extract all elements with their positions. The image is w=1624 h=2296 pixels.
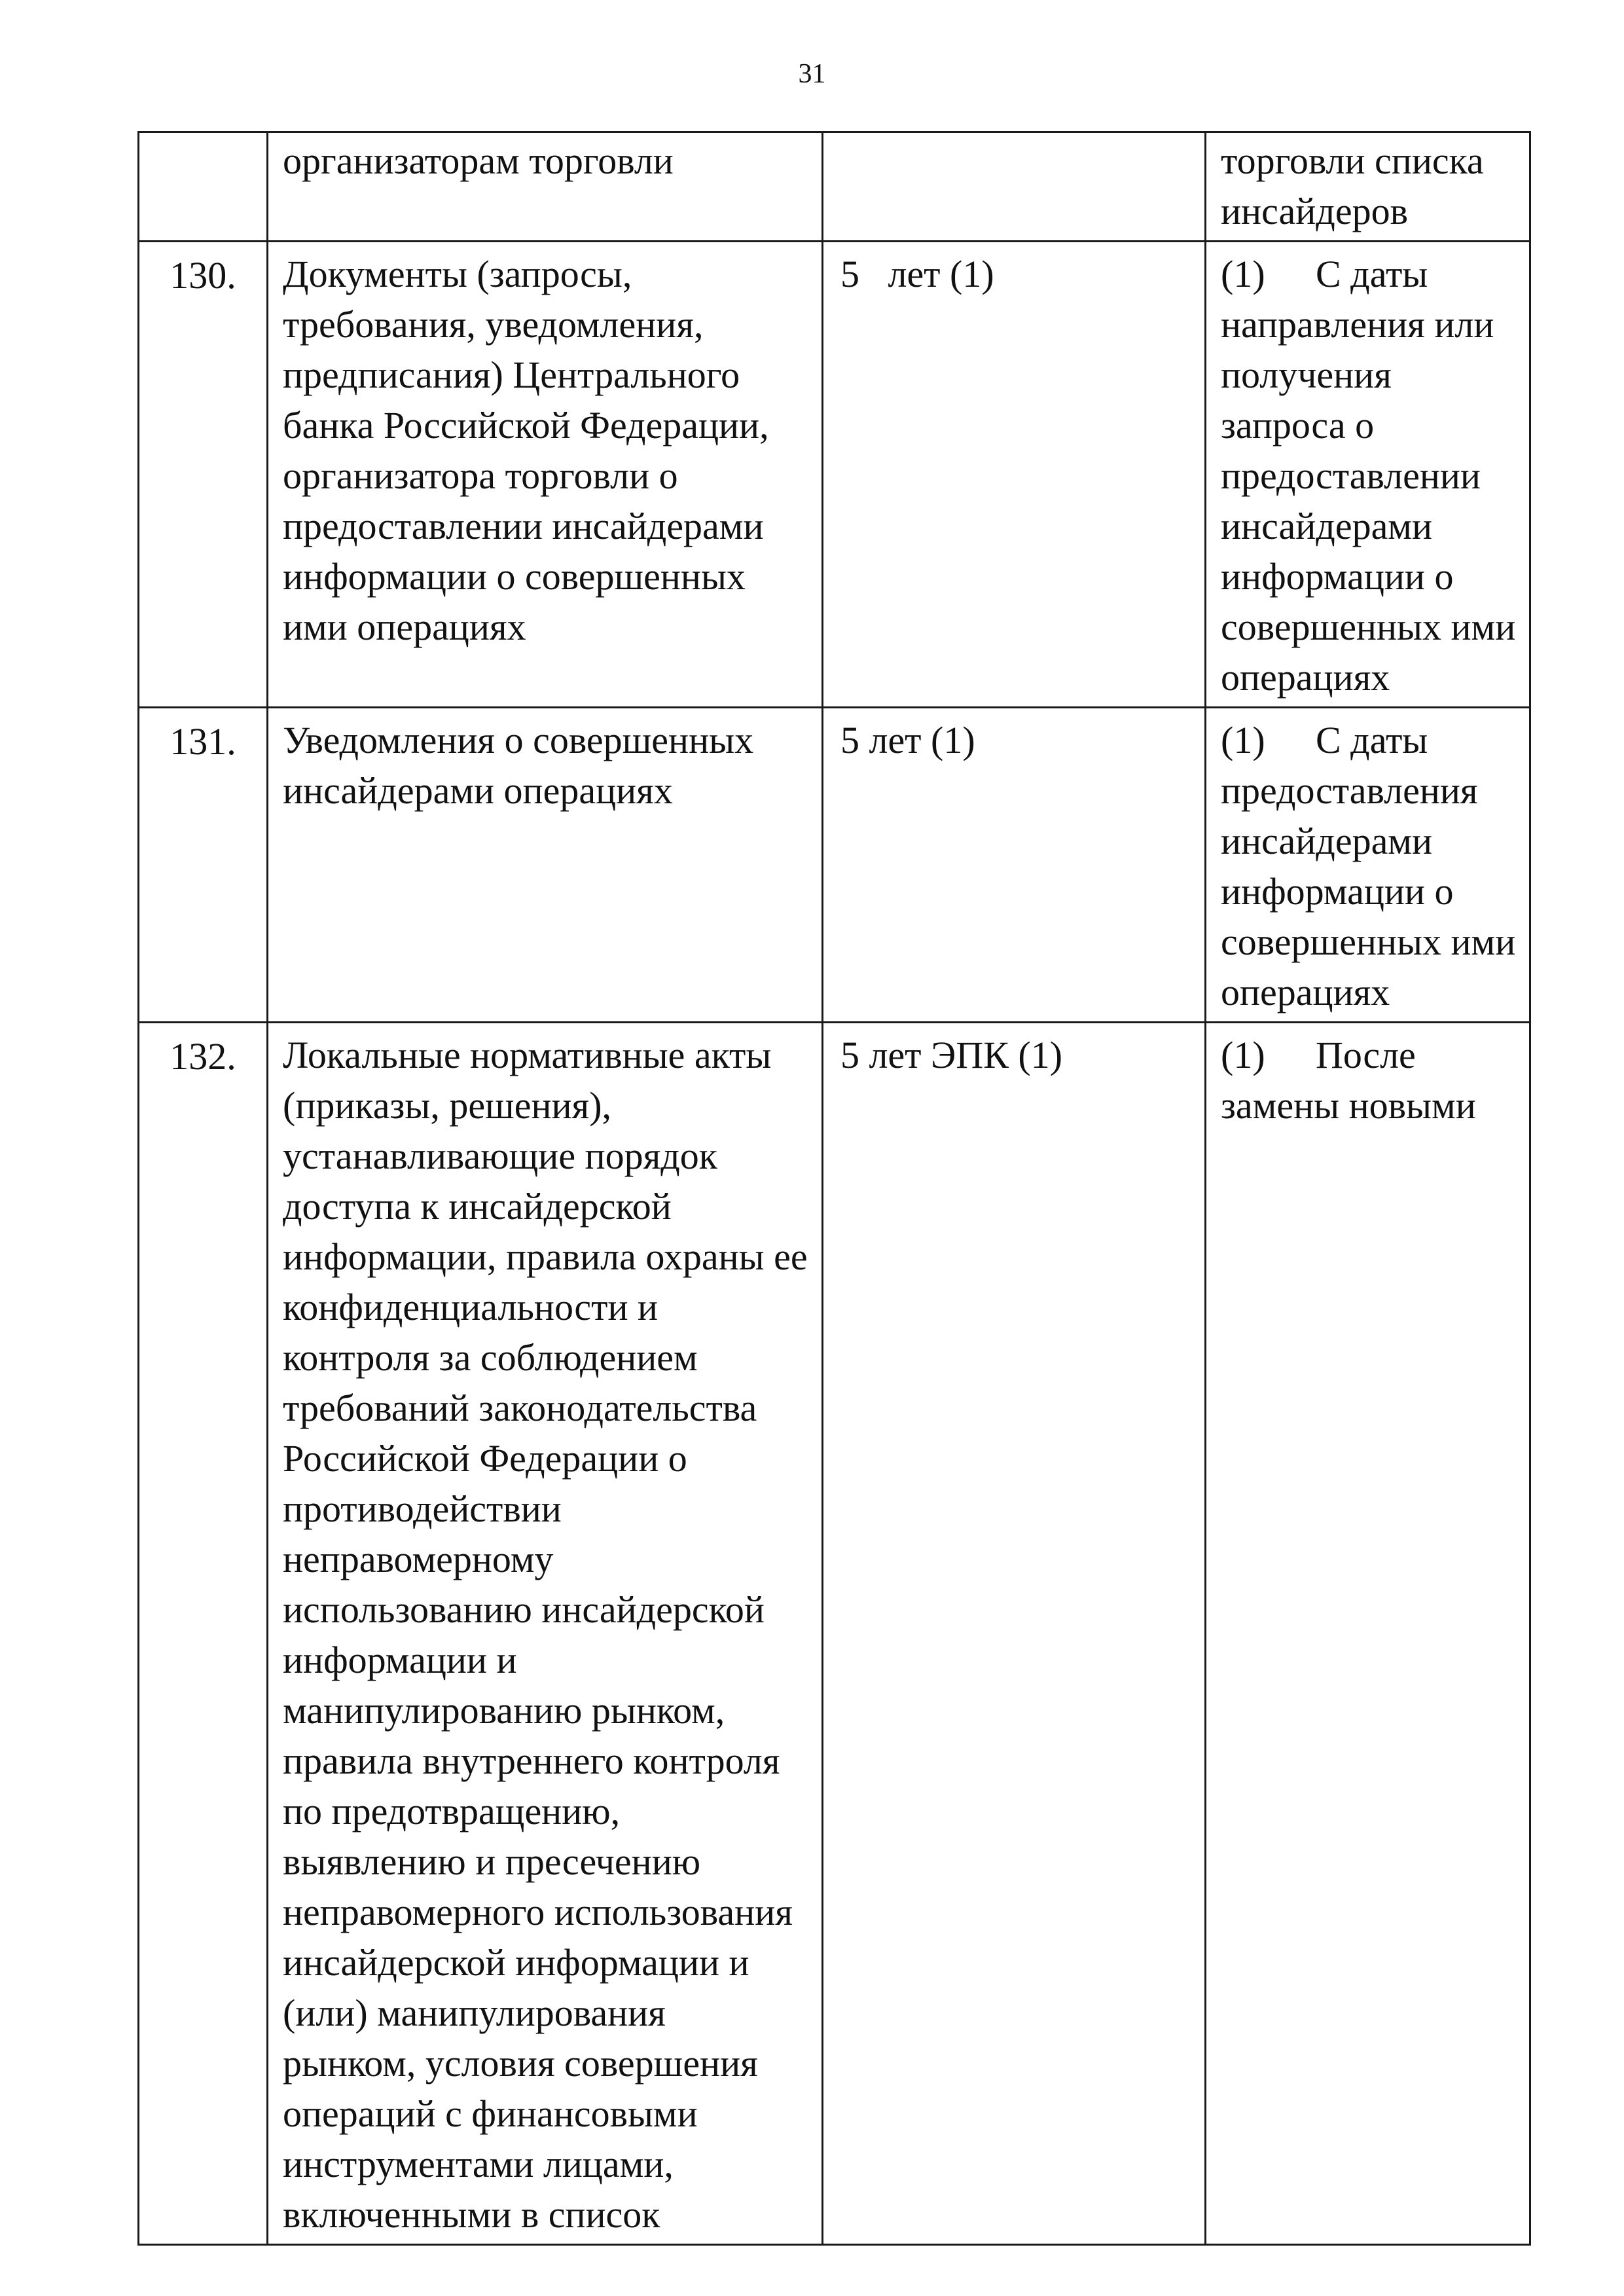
document-name-line: инструментами лицами, <box>283 2143 674 2185</box>
note-label: (1) <box>1221 253 1265 295</box>
document-name-line: информации о совершенных <box>283 555 746 598</box>
note-line: инсайдеров <box>1221 190 1408 232</box>
note-first-line <box>1221 715 1523 765</box>
document-name-line: инсайдерской информации и <box>283 1941 749 1984</box>
document-name-line: противодействии <box>283 1487 562 1530</box>
document-name-line: требования, уведомления, <box>283 303 704 346</box>
document-name-line: инсайдерами операциях <box>283 769 673 812</box>
document-name-line: использованию инсайдерской <box>283 1588 765 1631</box>
note-first-text: С даты <box>1316 719 1428 761</box>
note-label: (1) <box>1221 1034 1265 1076</box>
document-name-line: Документы (запросы, <box>283 253 632 295</box>
document-name <box>268 132 823 242</box>
document-name-line: организаторам торговли <box>283 139 674 182</box>
records-retention-table <box>137 131 1531 2246</box>
row-number: 131. <box>139 708 268 1023</box>
note <box>1206 132 1530 242</box>
note-line: совершенных ими <box>1221 920 1516 963</box>
document-name-line: выявлению и пресечению <box>283 1840 701 1883</box>
document-name-line: банка Российской Федерации, <box>283 404 769 446</box>
note-line: запроса о <box>1221 404 1375 446</box>
document-name-line: требований законодательства <box>283 1387 757 1429</box>
document-name-line: конфиденциальности и <box>283 1286 659 1328</box>
retention-term <box>823 132 1206 242</box>
table-row <box>139 1023 1530 2245</box>
note-label: (1) <box>1221 719 1265 761</box>
note-line: предоставления <box>1221 769 1478 812</box>
document-name <box>268 708 823 1023</box>
document-name-line: доступа к инсайдерской <box>283 1185 672 1228</box>
retention-term: 5 лет (1) <box>823 708 1206 1023</box>
row-number: 132. <box>139 1023 268 2245</box>
document-name-line: операций с финансовыми <box>283 2092 698 2135</box>
note-first-text: С даты <box>1316 253 1428 295</box>
table-row <box>139 708 1530 1023</box>
document-name <box>268 242 823 708</box>
document-name-line: предоставлении инсайдерами <box>283 505 764 547</box>
document-name-line: рынком, условия совершения <box>283 2042 758 2085</box>
retention-term: 5 лет ЭПК (1) <box>823 1023 1206 2245</box>
document-name-line: манипулированию рынком, <box>283 1689 725 1732</box>
row-number: 130. <box>139 242 268 708</box>
document-name-line: Локальные нормативные акты <box>283 1034 772 1076</box>
table-row <box>139 242 1530 708</box>
note-line: инсайдерами <box>1221 820 1433 862</box>
note-line: предоставлении <box>1221 454 1481 497</box>
table-row <box>139 132 1530 242</box>
document-name-line: организатора торговли о <box>283 454 678 497</box>
document-name-line: неправомерного использования <box>283 1891 793 1933</box>
note-line: инсайдерами <box>1221 505 1433 547</box>
note-line: замены новыми <box>1221 1084 1476 1127</box>
note-first-line <box>1221 1030 1523 1080</box>
retention-term: 5 лет (1) <box>823 242 1206 708</box>
document-name-line: Уведомления о совершенных <box>283 719 754 761</box>
note-first-line <box>1221 249 1523 299</box>
note-line: информации о <box>1221 555 1454 598</box>
note <box>1206 708 1530 1023</box>
document-name-line: по предотвращению, <box>283 1790 621 1832</box>
note-line: торговли списка <box>1221 139 1484 182</box>
document-name-line: правила внутреннего контроля <box>283 1740 780 1782</box>
document-name <box>268 1023 823 2245</box>
document-name-line: (приказы, решения), <box>283 1084 612 1127</box>
note-line: получения <box>1221 354 1392 396</box>
page-number: 31 <box>798 59 826 89</box>
note-line: информации о <box>1221 870 1454 913</box>
note-line: направления или <box>1221 303 1494 346</box>
note-line: совершенных ими <box>1221 606 1516 648</box>
document-name-line: информации, правила охраны ее <box>283 1235 808 1278</box>
note <box>1206 242 1530 708</box>
document-name-line: ими операциях <box>283 606 526 648</box>
document-name-line: контроля за соблюдением <box>283 1336 698 1379</box>
document-name-line: Российской Федерации о <box>283 1437 687 1480</box>
note-line: операциях <box>1221 971 1390 1013</box>
document-name-line: включенными в список <box>283 2193 660 2236</box>
document-name-line: неправомерному <box>283 1538 554 1580</box>
document-name-line: информации и <box>283 1639 517 1681</box>
document-name-line: (или) манипулирования <box>283 1992 666 2034</box>
note <box>1206 1023 1530 2245</box>
row-number <box>139 132 268 242</box>
note-first-text: После <box>1316 1034 1416 1076</box>
document-name-line: устанавливающие порядок <box>283 1135 717 1177</box>
note-line: операциях <box>1221 656 1390 699</box>
document-name-line: предписания) Центрального <box>283 354 740 396</box>
